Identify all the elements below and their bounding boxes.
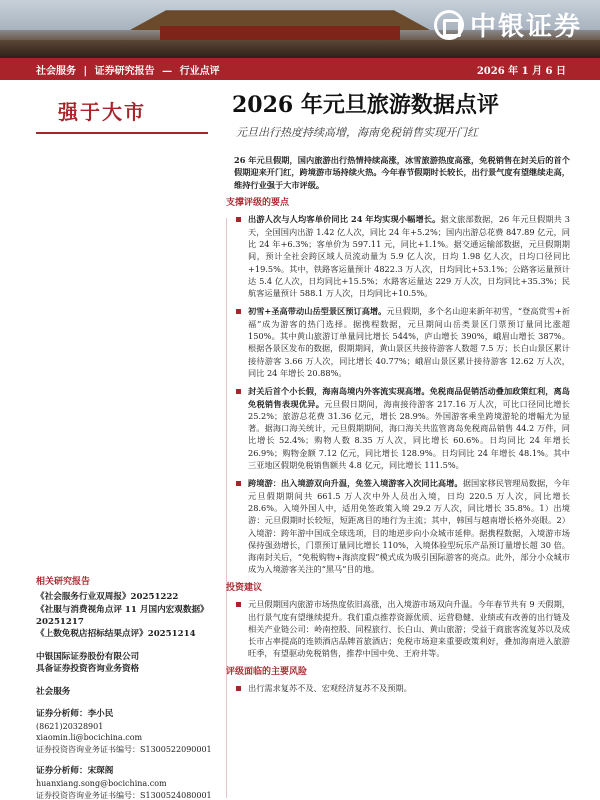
- bullet-lead: 封关后首个小长假，海南岛境内外客流实现高增。免税商品促销活动叠加政策红利，离岛免税销售表现优异。: [248, 386, 570, 409]
- breadcrumb-item: 证券研究报告: [94, 65, 155, 77]
- main-content: [226, 154, 570, 700]
- list-item: [234, 598, 570, 659]
- section-heading-risk: 评级面临的主要风险: [226, 666, 308, 677]
- bullet-text: 元旦假日期间，海南接待游客 217.16 万人次，可比口径同比增长 25.2%；旅游总花费 31.36 亿元，增长 28.9%。外国游客乘坐跨境游轮的增幅尤为显著。据海口海关统计，元旦假期期间，海口海关共监管离岛免税商品销售 44.2 万件，同比增长 52.4%；购物人数 8.35 万人次，同比增长 60.6%。日均同比 24 年增长 26.9%；购物金额 7.12 亿元，同比增长 128.9%。日均同比 24 年增长 48.1%。其中三亚地区假期免税销售额共 4.8 亿元，同比增长 111.5%。: [248, 398, 570, 471]
- bullet-lead: 出游人次与人均客单价同比 24 年均实现小幅增长。: [248, 214, 441, 225]
- column-divider: [226, 218, 227, 798]
- breadcrumb-item: 社会服务: [36, 65, 76, 77]
- section-heading-invest: 投资建议: [226, 582, 263, 593]
- page-title: 2026 年元旦旅游数据点评: [232, 92, 499, 118]
- analyst-1-name: 证券分析师：李小民: [36, 709, 114, 720]
- analyst-1-phone: (8621)20328901: [36, 721, 104, 731]
- bullet-text: 出行需求复苏不及、宏观经济复苏不及预期。: [248, 683, 412, 694]
- bullet-lead: 跨境游：出入境游双向升温，免签入境游客入次同比高增。: [248, 478, 463, 489]
- analyst-1-email[interactable]: xiaomin.li@bocichina.com: [36, 733, 143, 743]
- header-banner: [0, 0, 600, 58]
- section-heading-points: 支撑评级的要点: [226, 197, 290, 208]
- sidebar-info: [36, 576, 226, 800]
- analyst-2-name: 证券分析师：宋琛阁: [36, 766, 114, 777]
- breadcrumb-sep: —: [162, 65, 173, 77]
- list-item: [234, 682, 570, 694]
- bullet-text: 元旦假期，多个名山迎来新年初雪，“登高赏雪+祈福”成为游客的热门选择。据携程数据，元旦期间山岳类景区门票预订量同比涨超 150%。其中黄山旅游订单量同比增长 544%，庐山增长 390%，峨眉山增长 387%。根据各景区发布的数据，假期期间，黄山景区共接待游客人数超 7.5 万；长白山景区累计接待游客 3.66 万人次，同比增长 40.77%；峨眉山景区累计接待游客 12.62 万人次，同比 24 年增长 20.88%。: [248, 306, 570, 378]
- page-subtitle: 元旦出行热度持续高增，海南免税销售实现开门红: [236, 126, 478, 139]
- related-report-link[interactable]: 《社会服务行业双周报》20251222: [36, 592, 179, 603]
- logo-text: 中银证券: [469, 12, 582, 42]
- nav-strip: [0, 58, 600, 80]
- analyst-2-email[interactable]: huanxiang.song@bocichina.com: [36, 778, 167, 788]
- banner-palace-wall: [160, 26, 400, 40]
- bank-logo-icon: [434, 10, 464, 40]
- intro-paragraph: 26 年元旦假期，国内旅游出行热情持续高涨，冰雪旅游热度高涨，免税销售在封关后的首个假期迎来开门红，跨境游市场持续火热。今年春节假期时长较长，出行景气度有望继续走高，维持行业强于大市评级。: [234, 155, 570, 190]
- bullet-text: 据国家移民管理局数据，今年元旦假期期间共 661.5 万人次中外人员出入境，日均 220.5 万人次，同比增长 28.6%。入境外国人中，适用免签政策入境 29.2 万人次，同比增长 35.8%。1）出境游：元旦假期时长较短，短距离目的地行为主流；其中，韩国与越南增长格外亮眼。2）入境游：跨年游中国成全球选项，目的地逆步向小众城市延伸。据携程数据，入境游市场保持强劲增长，门票预订量同比增长 110%，入境体验型玩乐产品预订量增长超 30 倍。海南封关后，“免税购物+海滨度假”模式成为吸引国际游客的亮点。此外，部分小众城市成为入境游客关注的“黑马”目的地。: [248, 478, 570, 575]
- license-text: 具备证券投资咨询业务资格: [36, 664, 140, 675]
- list-item: [234, 213, 570, 299]
- list-item: [234, 305, 570, 379]
- report-date: 2026 年 1 月 6 日: [476, 65, 566, 77]
- related-reports-heading: 相关研究报告: [36, 577, 91, 587]
- list-item: [234, 477, 570, 575]
- breadcrumb: [36, 62, 224, 77]
- bullet-text: 据文旅部数据，26 年元旦假期共 3 天，全国国内出游 1.42 亿人次，同比 24 年+5.2%；国内出游总花费 847.89 亿元，同比 24 年+6.3%；客单价为 597.11 元，同比+1.1%。据交通运输部数据，元旦假期期间，预计全社会跨区域人员流动量为 5.9 亿人次，日均 1.98 亿人次，日均口径同比+19.5%。其中，铁路客运量预计 4822.3 万人次，日均同比+53.1%；公路客运量预计达 5.4 亿人次，日均同比+15.5%；水路客运量达 229 万人次，日均同比+35.3%；民航客运量预计 588.1 万人次，日均同比+10.5%。: [248, 214, 570, 299]
- bullet-lead: 初雪+圣高带动山岳型景区预订高增。: [248, 306, 387, 317]
- industry-rating: 强于大市: [58, 100, 146, 124]
- company-logo: [434, 6, 582, 43]
- breadcrumb-sep: |: [83, 65, 88, 77]
- bullet-text: 元旦假期国内旅游市场热度依旧高涨，出入境游市场双向升温。今年春节共有 9 天假期，出行景气度有望继续提升。我们重点推荐资源优质、运营稳健、业绩或有改善的出行链及相关产业链公司：岭南控股、同程旅行、长白山、黄山旅游；受益于商旅客流复苏以及成长市占率提高的连锁酒店品牌首旅酒店；免税市场迎来重要政策利好，叠加海南进入旅游旺季，有望驱动免税销售，推荐中国中免、王府井等。: [248, 599, 570, 659]
- analyst-2-cert: 证券投资咨询业务证书编号：S1300524080001: [36, 790, 212, 800]
- breadcrumb-item: 行业点评: [179, 65, 220, 77]
- related-report-link[interactable]: 《社服与消费视角点评 11 月国内宏观数据》20251217: [36, 604, 209, 627]
- industry-label: 社会服务: [36, 686, 71, 697]
- firm-name: 中银国际证券股份有限公司: [36, 651, 140, 662]
- related-report-link[interactable]: 《上数免税店招标结果点评》20251214: [36, 629, 196, 640]
- list-item: [234, 385, 570, 471]
- analyst-1-cert: 证券投资咨询业务证书编号：S1300522090001: [36, 744, 212, 754]
